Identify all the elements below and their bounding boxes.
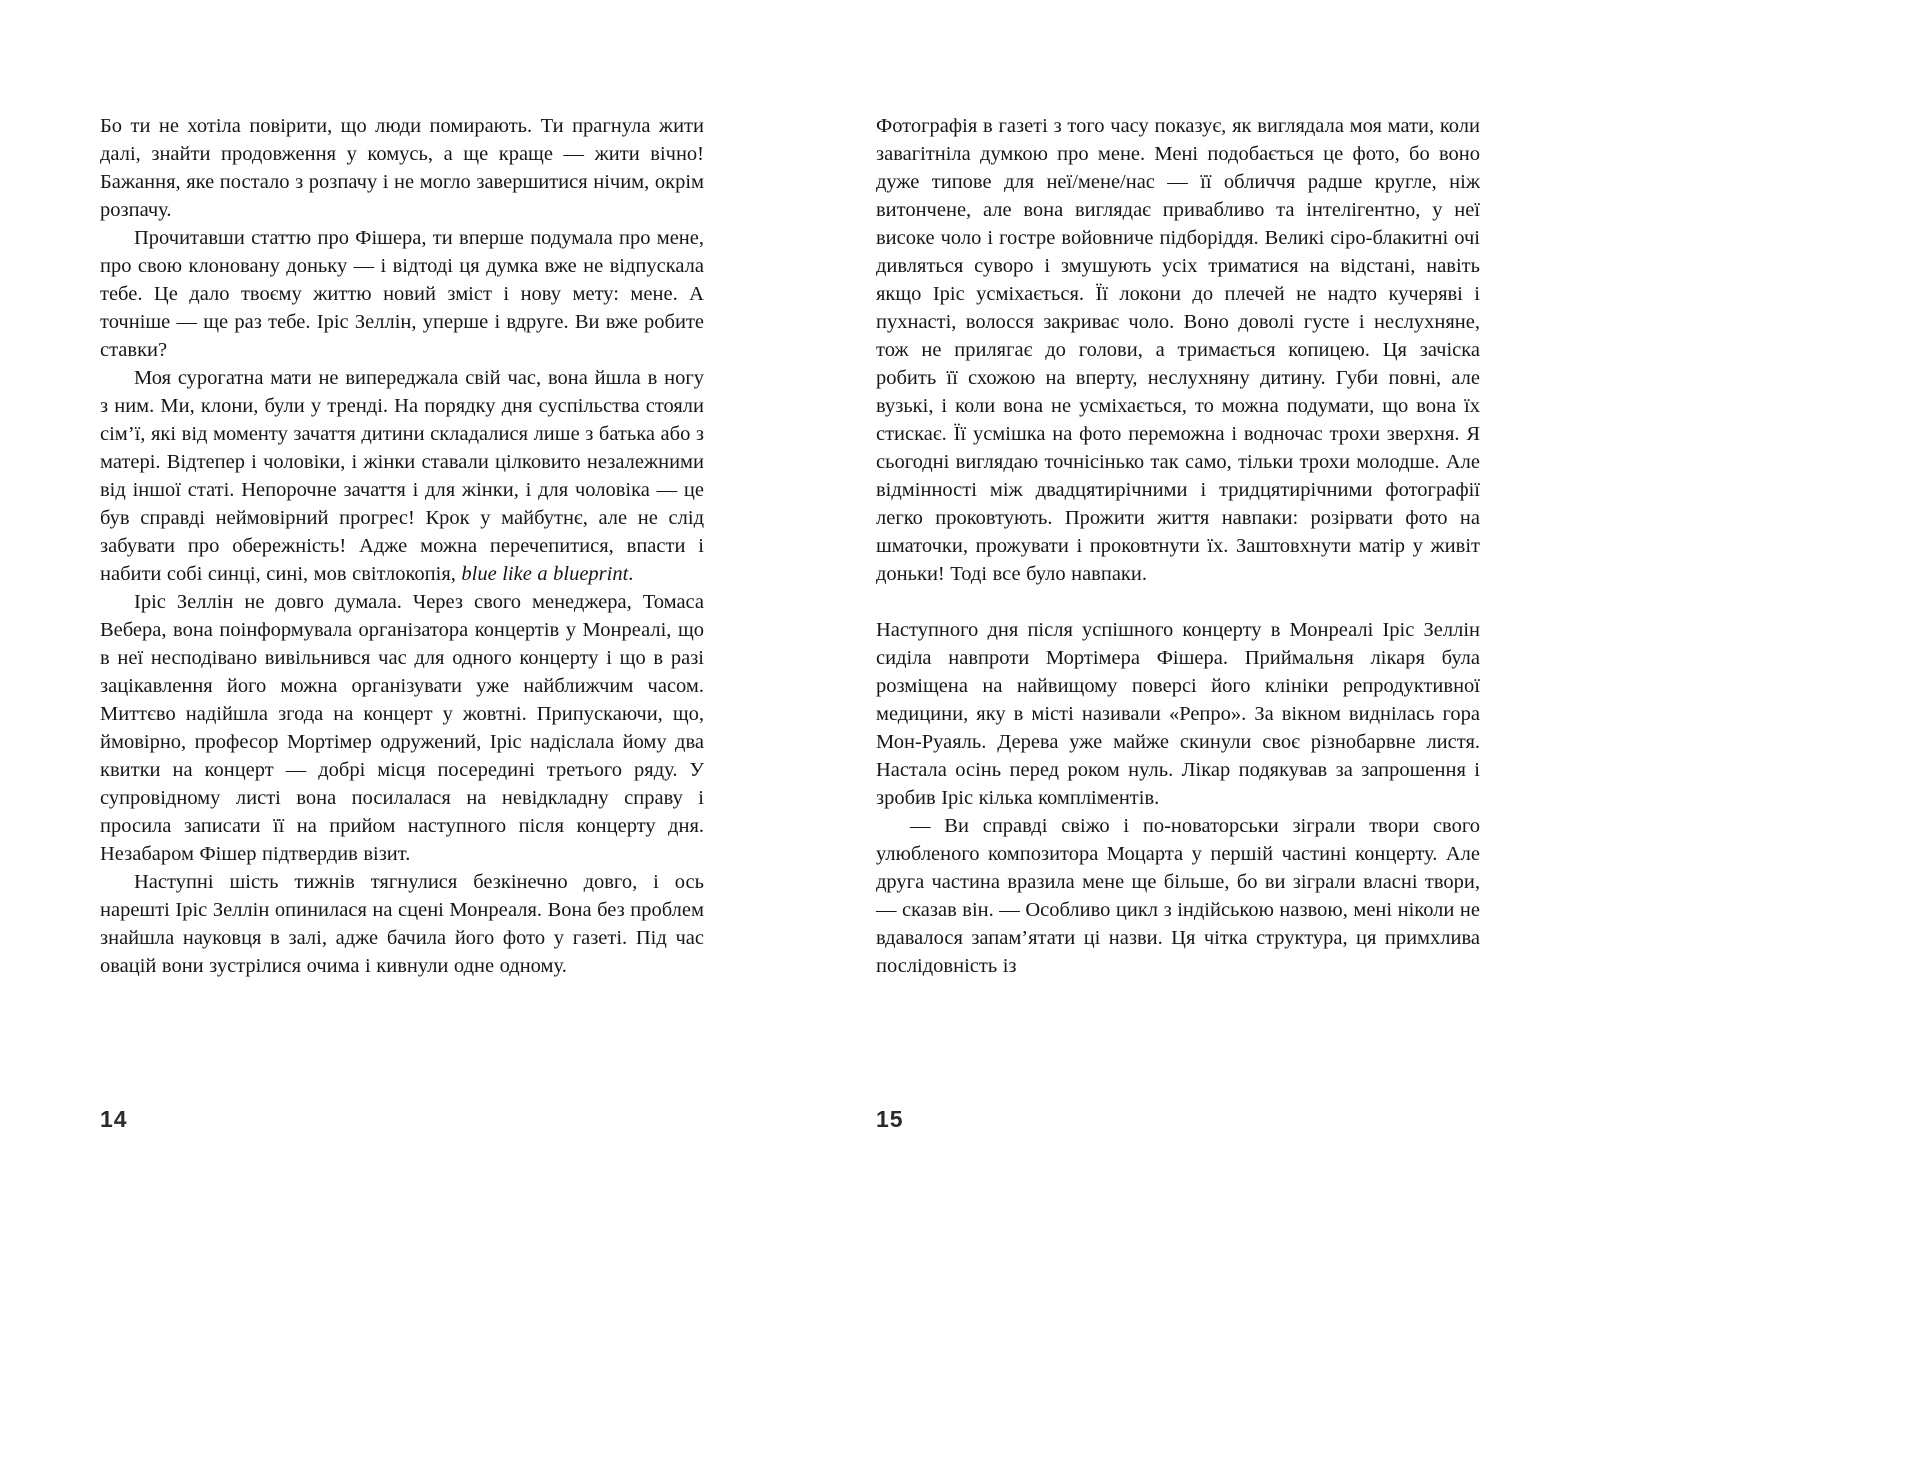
- page-number-right: 15: [876, 1106, 904, 1132]
- paragraph: Фотографія в газеті з того часу показує, як виглядала моя мати, коли завагітніла думкою про мене. Мені подобається це фото, бо воно дуже типове для неї/мене/нас — її обличчя радше кругле, ніж витончене, але вона виглядає привабливо та інтелігентно, у неї високе чоло і гостре войовниче підборіддя. Великі сіро-блакитні очі дивляться суворо і змушують усіх триматися на відстані, навіть якщо Іріс усміхається. Її локони до плечей не надто кучеряві і пухнасті, волосся закриває чоло. Воно доволі густе і неслухняне, тож не прилягає до голови, а тримається копицею. Ця зачіска робить її схожою на вперту, неслухняну дитину. Губи повні, але вузькі, і коли вона не усміхається, то можна подумати, що вона їх стискає. Її усмішка на фото переможна і водночас трохи зверхня. Я сьогодні виглядаю точнісінько так само, тільки трохи молодше. Але відмінності між двадцятирічними і тридцятирічними фотографії легко проковтують. Прожити життя навпаки: розірвати фото на шматочки, прожувати і проковтнути їх. Заштовхнути матір у живіт доньки! Тоді все було навпаки.: [876, 115, 1480, 585]
- italic-phrase: blue like a blueprint: [461, 563, 629, 585]
- page-number-left: 14: [100, 1106, 128, 1132]
- paragraph: Наступні шість тижнів тягнулися безкінечно довго, і ось нарешті Іріс Зеллін опинилася на сцені Монреаля. Вона без проблем знайшла науковця в залі, адже бачила його фото у газеті. Під час овацій вони зустрілися очима і кивнули одне одному.: [100, 871, 704, 977]
- paragraph-text: Моя сурогатна мати не випереджала свій час, вона йшла в ногу з ним. Ми, клони, були у тренді. На порядку дня суспільства стояли сім’ї, які від моменту зачаття дитини складалися лише з батька або з матері. Відтепер і чоловіки, і жінки ставали цілковито незалежними від іншої статі. Непорочне зачаття і для жінки, і для чоловіка — це був справді неймовірний прогрес! Крок у майбутнє, але не слід забувати про обережність! Адже можна перечепитися, впасти і набити собі синці, сині, мов світлокопія,: [100, 367, 704, 585]
- left-page-text: [100, 112, 704, 980]
- right-page-text: [876, 112, 1480, 980]
- paragraph: [100, 364, 704, 588]
- paragraph: Бо ти не хотіла повірити, що люди помирають. Ти прагнула жити далі, знайти продовження у комусь, а ще краще — жити вічно! Бажання, яке постало з розпачу і не могло завершитися нічим, окрім розпачу.: [100, 115, 704, 221]
- paragraph-text: .: [628, 563, 634, 585]
- paragraph-dialogue: — Ви справді свіжо і по-новаторськи зіграли твори свого улюбленого композитора Моцарта у першій частині концерту. Але друга частина вразила мене ще більше, бо ви зіграли власні твори, — сказав він. — Особливо цикл з індійською назвою, мені ніколи не вдавалося запам’ятати ці назви. Ця чітка структура, ця примхлива послідовність із: [876, 815, 1480, 977]
- paragraph: Іріс Зеллін не довго думала. Через свого менеджера, Томаса Вебера, вона поінформувала організатора концертів у Монреалі, що в неї несподівано вивільнився час для одного концерту і що в разі зацікавлення його можна організувати уже найближчим часом. Миттєво надійшла згода на концерт у жовтні. Припускаючи, що, ймовірно, професор Мортімер одружений, Іріс надіслала йому два квитки на концерт — добрі місця посередині третього ряду. У супровідному листі вона посилалася на невідкладну справу і просила записати її на прийом наступного після концерту дня. Незабаром Фішер підтвердив візит.: [100, 591, 704, 865]
- paragraph: Наступного дня після успішного концерту в Монреалі Іріс Зеллін сиділа навпроти Мортімера Фішера. Приймальня лікаря була розміщена на найвищому поверсі його клініки репродуктивної медицини, яку в місті називали «Репро». За вікном виднілась гора Мон-Руаяль. Дерева уже майже скинули своє різнобарвне листя. Настала осінь перед роком нуль. Лікар подякував за запрошення і зробив Іріс кілька компліментів.: [876, 619, 1480, 809]
- left-page: [100, 0, 704, 1477]
- right-page: [876, 0, 1480, 1477]
- paragraph: Прочитавши статтю про Фішера, ти вперше подумала про мене, про свою клоновану доньку — і відтоді ця думка вже не відпускала тебе. Це дало твоєму життю новий зміст і нову мету: мене. А точніше — ще раз тебе. Іріс Зеллін, уперше і вдруге. Ви вже робите ставки?: [100, 227, 704, 361]
